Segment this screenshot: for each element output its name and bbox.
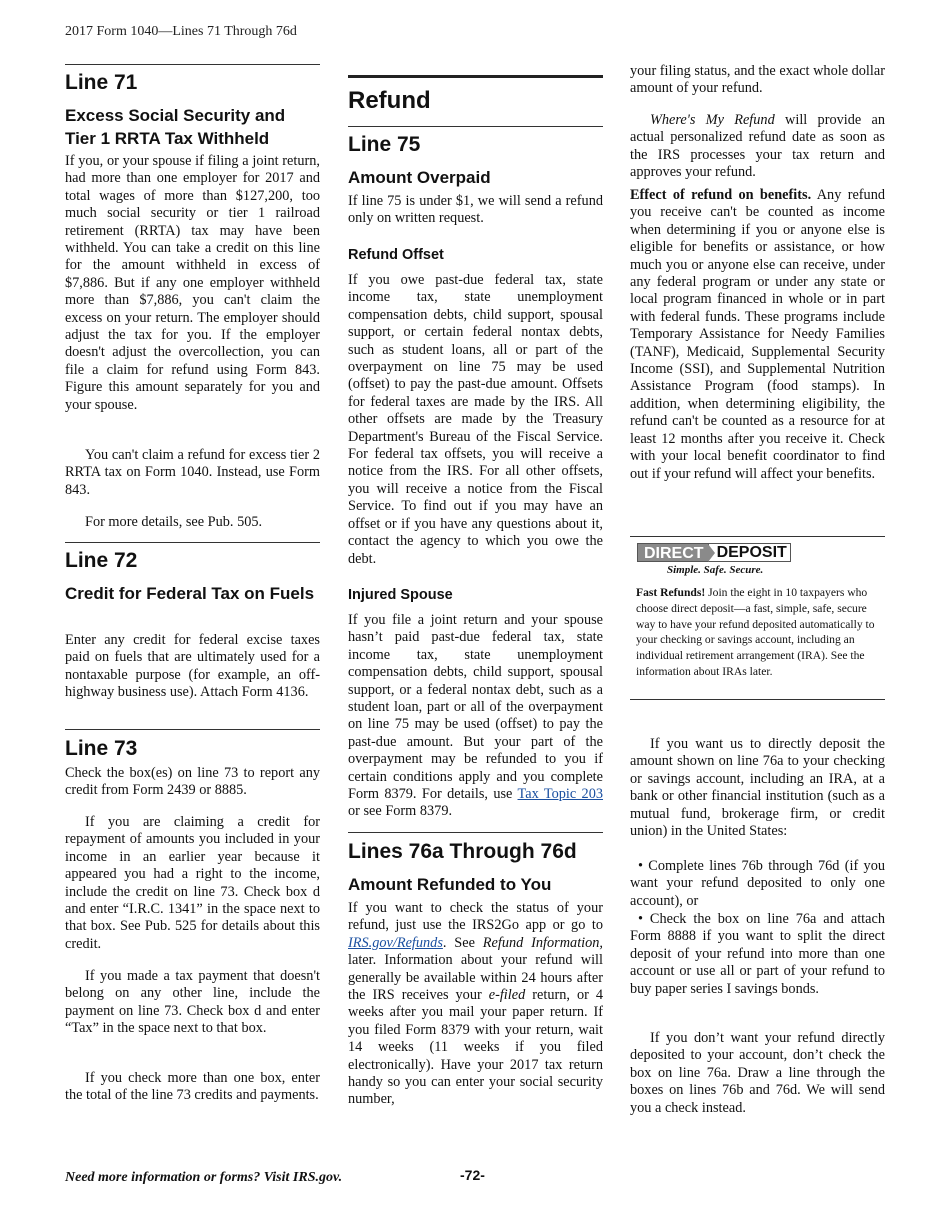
- direct-deposit-tagline: Simple. Safe. Secure.: [667, 564, 764, 576]
- irs-refunds-link[interactable]: IRS.gov/Refunds: [348, 934, 443, 951]
- tax-topic-203-link[interactable]: Tax Topic 203: [517, 786, 604, 803]
- bullet-item-1: • Complete lines 76b through 76d (if you want your refund deposited to only one account), or: [630, 858, 885, 909]
- direct-deposit-box: [630, 543, 885, 680]
- line71-subheading: Excess Social Security and Tier 1 RRTA Tax Withheld: [65, 106, 286, 148]
- line73-paragraph-2: If you are claiming a credit for repayment of amounts you included in your income in an earlier year because it appeared you had a right to the income, include the credit on line 73. Check box d and enter “I.R.C. 1341” in the space next to that box. See Pub. 525 for details about this credit.: [65, 814, 320, 952]
- line71-paragraph-2: You can't claim a refund for excess tier 2 RRTA tax on Form 1040. Instead, use Form 843.: [65, 447, 320, 498]
- line71-paragraph-3: For more details, see Pub. 505.: [85, 514, 263, 530]
- injured-spouse-heading: Injured Spouse: [348, 587, 453, 603]
- line73-paragraph-3: If you made a tax payment that doesn't belong on any other line, include the payment on line 73. Check box d and enter “Tax” in the space next to that box.: [65, 968, 320, 1037]
- line76-paragraph: If you want to check the status of your refund, just use the IRS2Go app or go to IRS.gov/Refunds. See Refund Information, later. Information about your refund will generally be available within 24 hours after the IRS receives your e-filed return, or 4 weeks after you mail your paper return. If you filed Form 8379 with your return, wait 14 weeks (11 weeks if you filed electronically). Have your 2017 tax return handy so you can enter your social security number,: [348, 900, 604, 1108]
- wheres-my-refund-paragraph: Where's My Refund will provide an actual personalized refund date as soon as the IRS processes your tax return and approves your refund.: [630, 112, 885, 181]
- line73-heading: Line 73: [65, 737, 138, 760]
- line75-heading: Line 75: [348, 133, 421, 156]
- bullet-item-2: • Check the box on line 76a and attach Form 8888 if you want to split the direct deposit of your refund into more than one account or use all or part of your refund to buy paper series I savings bonds.: [630, 911, 885, 997]
- refund-title: Refund: [348, 87, 431, 114]
- direct-deposit-paragraph: If you want us to directly deposit the amount shown on line 76a to your checking or savings account, including an IRA, at a bank or other financial institution (such as a mutual fund, brokerage firm, or credit union) in the United States:: [630, 736, 885, 840]
- line75-paragraph: If line 75 is under $1, we will send a refund only on written request.: [348, 193, 603, 227]
- line75-subheading: Amount Overpaid: [348, 168, 491, 187]
- benefits-paragraph: Effect of refund on benefits. Any refund you receive can't be counted as income when determining if you or anyone else is eligible for benefits or assistance, or how much you or anyone else can receive, under any federal program or under any state or local program financed in whole or in part with federal funds. These programs include Temporary Assistance for Needy Families (TANF), Medicaid, Supplemental Security Income (SSI), and Supplemental Nutrition Assistance Program (food stamps). In addition, when determining eligibility, the refund can't be counted as a resource for at least 12 months after you receive it. Check with your local benefit coordinator to find out if your refund will affect your benefits.: [630, 187, 886, 482]
- line71-paragraph-1: If you, or your spouse if filing a joint return, had more than one employer for 2017 and total wages of more than $127,200, too much social security or tier 1 railroad retirement (RRTA) tax may have been withheld. You can take a credit on this line for the amount withheld in excess of $7,886. But if any one employer withheld more than $7,886, you can't claim the excess on your return. The employer should adjust the tax for you. If the employer doesn't adjust the overcollection, you can file a claim for refund using Form 843. Figure this amount separately for you and your spouse.: [65, 153, 320, 413]
- refund-offset-paragraph: If you owe past-due federal tax, state income tax, state unemployment compensation debts, child support, spousal support, or certain federal nontax debts, such as student loans, all or part of the overpayment on line 75 may be used (offset) to pay the past-due amount. Offsets for federal taxes are made by the IRS. All other offsets are made by the Treasury Department's Bureau of the Fiscal Service. For federal tax offsets, you will receive a notice from the IRS. For all other offsets, you will receive a notice from the Fiscal Service. To find out if you may have an offset or if you have any questions about it, contact the agency to which you owe the debt.: [348, 272, 603, 567]
- divider: [65, 64, 320, 65]
- page-number: -72-: [460, 1167, 485, 1183]
- line71-heading: Line 71: [65, 71, 138, 94]
- running-head: 2017 Form 1040—Lines 71 Through 76d: [65, 24, 297, 39]
- divider: [348, 832, 603, 833]
- divider: [65, 542, 320, 543]
- divider: [630, 536, 885, 537]
- direct-deposit-text: Fast Refunds! Join the eight in 10 taxpayers who choose direct deposit—a fast, simple, safe, secure way to have your refund deposited automatically to your checking or savings account, including an individual retirement arrangement (IRA). See the information about IRAs later.: [636, 586, 875, 678]
- refund-offset-heading: Refund Offset: [348, 247, 444, 263]
- section-divider: [348, 75, 603, 78]
- divider: [630, 699, 885, 700]
- divider: [65, 729, 320, 730]
- direct-deposit-logo: DIRECT DEPOSIT: [637, 543, 885, 562]
- footer-note: Need more information or forms? Visit IRS.gov.: [65, 1170, 343, 1185]
- line72-paragraph: Enter any credit for federal excise taxes paid on fuels that are ultimately used for a nontaxable purpose (for example, an off-highway business use). Attach Form 4136.: [65, 632, 320, 701]
- check-instead-paragraph: If you don’t want your refund directly deposited to your account, don’t check the box on line 76a. Draw a line through the boxes on lines 76b and 76d. We will send you a check instead.: [630, 1030, 885, 1116]
- line76-subheading: Amount Refunded to You: [348, 875, 552, 894]
- line73-paragraph-4: If you check more than one box, enter the total of the line 73 credits and payments.: [65, 1070, 320, 1104]
- refund-continued-paragraph: your filing status, and the exact whole dollar amount of your refund.: [630, 63, 885, 97]
- line76-heading: Lines 76a Through 76d: [348, 840, 577, 863]
- line73-paragraph-1: Check the box(es) on line 73 to report any credit from Form 2439 or 8885.: [65, 765, 320, 799]
- line72-subheading: Credit for Federal Tax on Fuels: [65, 584, 315, 603]
- line72-heading: Line 72: [65, 549, 138, 572]
- divider: [348, 126, 603, 127]
- injured-spouse-paragraph: If you file a joint return and your spouse hasn’t paid past-due federal tax, state income tax, state unemployment compensation debts, child support, spousal support, or a federal nontax debt, such as a student loan, part or all of the overpayment on line 75 may be used (offset) to pay the past-due amount. But your part of the overpayment may be refunded to you if certain conditions apply and you complete Form 8379. For details, use Tax Topic 203 or see Form 8379.: [348, 612, 604, 820]
